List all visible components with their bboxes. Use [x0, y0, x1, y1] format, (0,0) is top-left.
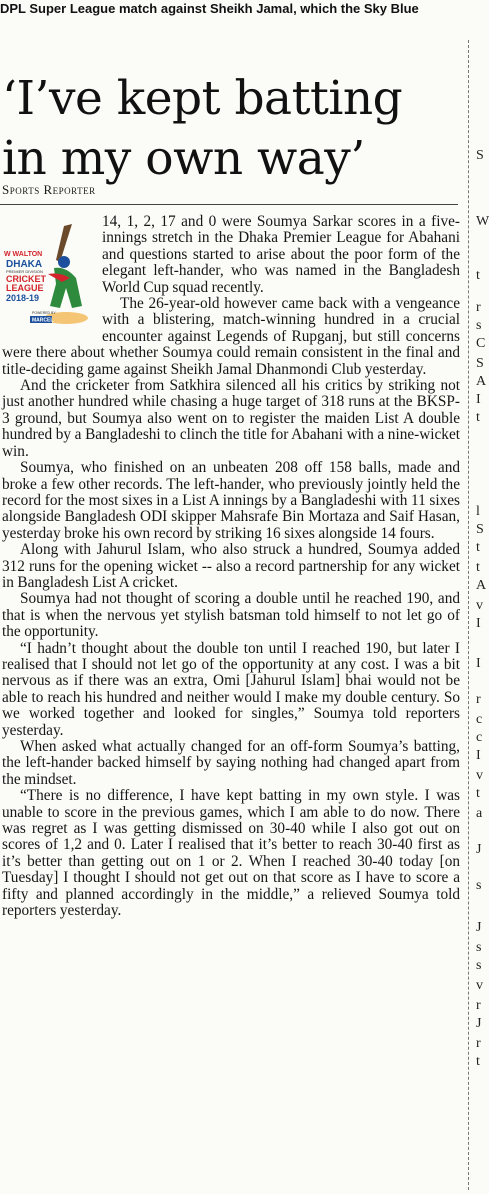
- fragment-letter: t: [476, 540, 480, 555]
- adjacent-column-fragment: [474, 0, 489, 1194]
- column-divider: [468, 40, 469, 1190]
- logo-line-1: DHAKA: [6, 259, 43, 270]
- paragraph: 14, 1, 2, 17 and 0 were Soumya Sarkar scores in a five-innings stretch in the Dhaka Premier League for Abahani and questions started to arise about the poor form of the elegant left-hander, who was named in the Bangladesh World Cup squad recently.: [102, 213, 460, 296]
- logo-line-3: CRICKET: [6, 274, 46, 284]
- fragment-letter: s: [476, 958, 482, 973]
- fragment-letter: v: [476, 768, 483, 783]
- fragment-letter: S: [476, 522, 484, 537]
- logo-powered: POWERED BY: [32, 311, 56, 315]
- paragraph: “I hadn’t thought about the double ton until I reached 190, but later I realised that I should not let go of the opportunity at any cost. I was a bit nervous as if there was an extra, Omi [Jahurul Islam] bhai would not be able to reach his hundred and neither would I make my double century. So we worked together and looked for singles,” Soumya told reporters yesterday.: [2, 639, 460, 739]
- fragment-letter: s: [476, 878, 482, 893]
- fragment-letter: J: [476, 1016, 482, 1031]
- fragment-letter: s: [476, 318, 482, 333]
- paragraph: When asked what actually changed for an off-form Soumya’s batting, the left-hander backed himself by saying nothing had changed apart from the mindset.: [2, 738, 460, 788]
- fragment-letter: A: [476, 578, 487, 593]
- logo-sponsor: MARCEL: [32, 317, 54, 324]
- fragment-letter: t: [476, 560, 480, 575]
- fragment-letter: c: [476, 712, 483, 727]
- fragment-letter: I: [476, 616, 481, 631]
- dpl-logo: [2, 222, 92, 330]
- fragment-letter: C: [476, 336, 486, 351]
- fragment-letter: c: [476, 730, 483, 745]
- fragment-letter: t: [476, 268, 480, 283]
- paragraph: And the cricketer from Satkhira silenced all his critics by striking not just another hundred while chasing a huge target of 318 runs at the BKSP-3 ground, but Soumya also went on to register the maiden List A double hundred by a Bangladeshi to clinch the title for Abahani with a nine-wicket win.: [2, 377, 460, 460]
- logo-line-4: LEAGUE: [6, 283, 44, 293]
- fragment-letter: W: [476, 214, 489, 229]
- fragment-letter: S: [476, 356, 484, 371]
- fragment-letter: t: [476, 1054, 480, 1069]
- fragment-letter: a: [476, 806, 483, 821]
- headline-line-1: ‘I’ve kept batting: [2, 71, 403, 127]
- fragment-letter: r: [476, 1036, 481, 1051]
- logo-season: 2018-19: [6, 293, 40, 303]
- paragraph: Soumya had not thought of scoring a double until he reached 190, and that is when the nervous yet stylish batsman told himself to not let go of the opportunity.: [2, 590, 460, 641]
- headline: [2, 69, 458, 189]
- fragment-letter: r: [476, 300, 481, 315]
- fragment-letter: I: [476, 656, 481, 671]
- paragraph: “There is no difference, I have kept batting in my own style. I was unable to score in the previous games, which I am able to do now. There was regret as I was getting dismissed on 30-40 while I also got out on scores of 1,2 and 0. Later I realised that it’s better to reach 30-40 first as it’s better than getting out on 1 or 2. When I reached 30-40 today [on Tuesday] I thought I should not get out on that score as I have to score a fifty and planned accordingly in the middle,” a relieved Soumya told reporters yesterday.: [2, 787, 460, 920]
- fragment-letter: S: [476, 148, 484, 163]
- fragment-letter: I: [476, 392, 481, 407]
- byline: Sports Reporter: [2, 182, 96, 197]
- fragment-letter: J: [476, 842, 482, 857]
- fragment-letter: v: [476, 598, 483, 613]
- fragment-letter: v: [476, 978, 483, 993]
- fragment-letter: A: [476, 374, 487, 389]
- fragment-letter: t: [476, 786, 480, 801]
- fragment-letter: l: [476, 504, 480, 519]
- paragraph: Along with Jahurul Islam, who also struck a hundred, Soumya added 312 runs for the opening wicket -- also a record partnership for any wicket in Bangladesh List A cricket.: [2, 541, 460, 591]
- previous-article-caption: DPL Super League match against Sheikh Jamal, which the Sky Blue: [0, 1, 419, 16]
- paragraph: The 26-year-old however came back with a vengeance with a blistering, match-winning hundred in a crucial encounter against Legends of Rupganj, but still concerns were there about whether Soumya could remain consistent in the final and title-deciding game against Sheikh Jamal Dhanmondi Club yesterday.: [2, 295, 460, 378]
- logo-brand: W WALTON: [4, 251, 43, 258]
- fragment-letter: t: [476, 410, 480, 425]
- byline-rule: [0, 204, 458, 205]
- fragment-letter: r: [476, 692, 481, 707]
- helmet-shape: [58, 256, 70, 268]
- headline-line-2: in my own way’: [2, 131, 365, 187]
- fragment-letter: I: [476, 748, 481, 763]
- fragment-letter: r: [476, 998, 481, 1013]
- paragraph: Soumya, who finished on an unbeaten 208 off 158 balls, made and broke a few other records. The left-hander, who previously jointly held the record for the most sixes in a List A innings by a Bangladeshi with 11 sixes alongside Bangladesh ODI skipper Mahsrafe Bin Mortaza and Saif Hasan, yesterday broke his own record by striking 16 sixes alongside 14 fours.: [2, 459, 460, 542]
- logo-line-2: PREMIER DIVISION: [6, 269, 43, 274]
- fragment-letter: s: [476, 940, 482, 955]
- fragment-letter: J: [476, 920, 482, 935]
